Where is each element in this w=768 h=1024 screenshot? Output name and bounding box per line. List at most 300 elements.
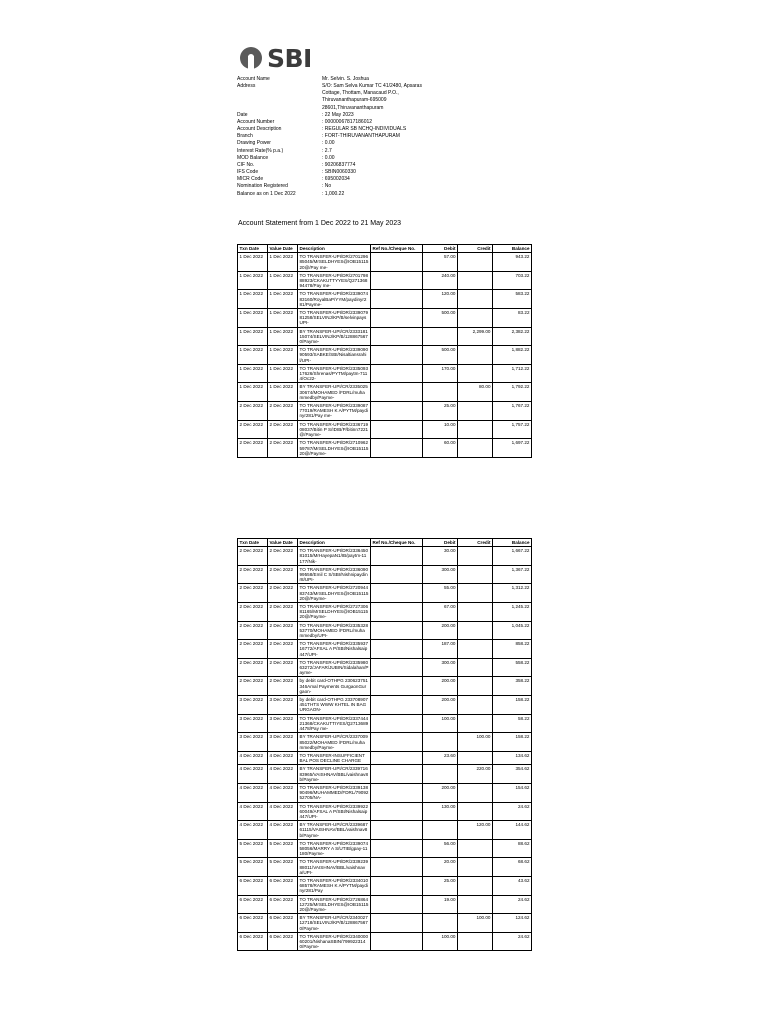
account-info-label: Account Description	[237, 126, 282, 133]
table-row	[238, 309, 532, 328]
account-info-value: Mr. Selvin. S. Joshua	[322, 76, 369, 82]
cell-balance: 1,767.22	[493, 402, 532, 421]
cell-description: TO TRANSFER-INSUFFICIENT BAL POS DECLINE CHARGE	[298, 751, 371, 764]
cell-description: TO TRANSFER-UPI/DR/233909090593/SABKE/SBI/Nisaltiansrahil/UPI-	[298, 346, 371, 365]
cell-credit: 2,299.00	[458, 327, 493, 346]
cell-description: TO TRANSFER-UPI/DR/233671908037/Bitin P S/IDIB/P/bitinn7221@/Payme-	[298, 420, 371, 439]
account-info-label: Branch	[237, 133, 253, 140]
cell-txn-date: 4 Dec 2022	[238, 783, 268, 802]
cell-value-date: 6 Dec 2022	[268, 895, 298, 914]
cell-txn-date: 2 Dec 2022	[238, 402, 268, 421]
table-row	[238, 383, 532, 402]
cell-description: BY TRANSFER-UPI/CR/233318115074/SELVINJ/KP/B/1288675670/Payme-	[298, 327, 371, 346]
cell-debit	[423, 327, 458, 346]
cell-credit	[458, 346, 493, 365]
cell-description: TO TRANSFER-UPI/DR/233593716772/AFSAL A P/SBI/Nishalsaip447/UPI-	[298, 640, 371, 659]
cell-txn-date: 6 Dec 2022	[238, 914, 268, 933]
cell-debit	[423, 914, 458, 933]
cell-description: TO TRANSFER-UPI/DR/272730681165/MrSELDHYES@IOB1511520@/Payme-	[298, 603, 371, 622]
cell-debit: 200.00	[423, 696, 458, 715]
cell-value-date: 2 Dec 2022	[268, 603, 298, 622]
cell-credit	[458, 714, 493, 733]
cell-description: TO TRANSFER-UPI/DR/271096259787/MrSELDHYES@IOB1511520@/Payme-	[298, 439, 371, 458]
cell-ref-no	[371, 876, 423, 895]
cell-description: TO TRANSFER-UPI/DR/233923988011/VAISHNAV/BBL/vaishnava/UPI-	[298, 858, 371, 877]
account-info-label: Nomination Registered	[237, 183, 288, 190]
cell-debit: 300.00	[423, 565, 458, 584]
cell-description: TO TRANSFER-UPI/DR/233744421368/CKAKUTTIYES/Q27136894478/Pay me-	[298, 714, 371, 733]
account-info-value: : 22 May 2023	[322, 111, 354, 118]
cell-balance: 1,792.22	[493, 383, 532, 402]
account-info-label: Account Number	[237, 118, 275, 125]
cell-credit	[458, 858, 493, 877]
cell-credit	[458, 839, 493, 858]
table-row	[238, 783, 532, 802]
cell-balance: 68.62	[493, 858, 532, 877]
cell-debit	[423, 733, 458, 752]
cell-description: BY TRANSFER-UPI/CR/234002712718/SELVINJ/KP/B/1288675670/Payme-	[298, 914, 371, 933]
cell-description: TO TRANSFER-UPI/DR/233532853770/MOHAMED /FDRL/muhammedby/UPI-	[298, 621, 371, 640]
cell-value-date: 6 Dec 2022	[268, 876, 298, 895]
cell-value-date: 1 Dec 2022	[268, 271, 298, 290]
cell-description: BY TRANSFER-UPI/CR/233968761115/VAISHNAV/BBL/vaishnav8b/Payme-	[298, 821, 371, 840]
column-header-txn-date: Txn Date	[238, 245, 268, 253]
cell-credit	[458, 402, 493, 421]
cell-ref-no	[371, 253, 423, 272]
cell-debit: 200.00	[423, 783, 458, 802]
cell-value-date: 4 Dec 2022	[268, 751, 298, 764]
cell-credit	[458, 658, 493, 677]
cell-value-date: 2 Dec 2022	[268, 402, 298, 421]
cell-credit	[458, 677, 493, 696]
cell-debit: 120.00	[423, 290, 458, 309]
brand-name: SBI	[267, 43, 312, 73]
cell-balance: 1,367.22	[493, 565, 532, 584]
column-header-debit: Debit	[423, 539, 458, 547]
cell-txn-date: 3 Dec 2022	[238, 733, 268, 752]
table-row	[238, 677, 532, 696]
table-row	[238, 914, 532, 933]
table-row	[238, 271, 532, 290]
cell-txn-date: 1 Dec 2022	[238, 364, 268, 383]
cell-ref-no	[371, 402, 423, 421]
cell-credit: 100.00	[458, 733, 493, 752]
column-header-balance: Balance	[493, 539, 532, 547]
table-row	[238, 696, 532, 715]
column-header-txn-date: Txn Date	[238, 539, 268, 547]
account-info-row	[237, 176, 537, 183]
table-row	[238, 751, 532, 764]
cell-value-date: 3 Dec 2022	[268, 733, 298, 752]
cell-ref-no	[371, 932, 423, 951]
account-info-row	[237, 169, 537, 176]
cell-value-date: 2 Dec 2022	[268, 565, 298, 584]
cell-ref-no	[371, 420, 423, 439]
cell-credit	[458, 309, 493, 328]
table-row	[238, 364, 532, 383]
cell-description: TO TRANSFER-UPI/DR/233401068578/RAMESH K A/PYTM/paydinyr281/Pay	[298, 876, 371, 895]
cell-value-date: 2 Dec 2022	[268, 658, 298, 677]
cell-balance: 558.22	[493, 658, 532, 677]
cell-debit: 55.00	[423, 584, 458, 603]
cell-txn-date: 1 Dec 2022	[238, 271, 268, 290]
account-info-row	[237, 191, 537, 198]
account-info-row	[237, 162, 537, 169]
cell-debit	[423, 383, 458, 402]
cell-txn-date: 5 Dec 2022	[238, 839, 268, 858]
cell-credit: 80.00	[458, 383, 493, 402]
column-header-credit: Credit	[458, 539, 493, 547]
cell-credit	[458, 696, 493, 715]
table-row	[238, 547, 532, 566]
column-header-ref-no: Ref No./Cheque No.	[371, 245, 423, 253]
column-header-value-date: Value Date	[268, 539, 298, 547]
account-info-label: IFS Code	[237, 169, 259, 176]
column-header-value-date: Value Date	[268, 245, 298, 253]
table-row	[238, 327, 532, 346]
cell-balance: 124.62	[493, 914, 532, 933]
cell-debit: 130.00	[423, 802, 458, 821]
cell-balance: 1,045.22	[493, 621, 532, 640]
cell-credit: 120.00	[458, 821, 493, 840]
cell-txn-date: 4 Dec 2022	[238, 821, 268, 840]
table-row	[238, 821, 532, 840]
table-row	[238, 714, 532, 733]
cell-ref-no	[371, 821, 423, 840]
cell-debit: 300.00	[423, 658, 458, 677]
cell-balance: 43.62	[493, 876, 532, 895]
cell-value-date: 4 Dec 2022	[268, 821, 298, 840]
table-row	[238, 290, 532, 309]
cell-ref-no	[371, 858, 423, 877]
cell-txn-date: 2 Dec 2022	[238, 640, 268, 659]
cell-txn-date: 1 Dec 2022	[238, 290, 268, 309]
table-row	[238, 640, 532, 659]
cell-txn-date: 6 Dec 2022	[238, 932, 268, 951]
account-info-label: Account Name	[237, 76, 270, 82]
cell-balance: 858.22	[493, 640, 532, 659]
account-info-value: : No	[322, 183, 332, 190]
cell-value-date: 5 Dec 2022	[268, 839, 298, 858]
table-row	[238, 584, 532, 603]
table-row	[238, 895, 532, 914]
account-info-row	[237, 76, 537, 83]
transactions-table-page-2	[237, 538, 532, 951]
table-row	[238, 733, 532, 752]
cell-debit: 23.60	[423, 751, 458, 764]
cell-debit: 57.00	[423, 253, 458, 272]
cell-description: TO TRANSFER-UPI/DR/233509317626/Shrenas/PYTM/paytm-7114/Oc22-	[298, 364, 371, 383]
cell-txn-date: 1 Dec 2022	[238, 346, 268, 365]
cell-balance: 24.62	[493, 932, 532, 951]
column-header-balance: Balance	[493, 245, 532, 253]
cell-balance: 1,712.22	[493, 364, 532, 383]
account-info-label: Interest Rate(% p.a.)	[237, 147, 284, 154]
account-info-label: Date	[237, 111, 248, 118]
cell-txn-date: 2 Dec 2022	[238, 658, 268, 677]
cell-ref-no	[371, 364, 423, 383]
cell-balance: 134.62	[493, 751, 532, 764]
cell-debit: 500.00	[423, 346, 458, 365]
account-info-value: : FORT-THIRUVANANTHAPURAM	[322, 133, 400, 140]
cell-description: BY TRANSFER-UPI/CR/233502530674/MOHAMED /FDRL/muhammedby/Payme-	[298, 383, 371, 402]
cell-ref-no	[371, 765, 423, 784]
table-row	[238, 858, 532, 877]
cell-ref-no	[371, 802, 423, 821]
cell-balance: 1,667.22	[493, 547, 532, 566]
account-info-value: : REGULAR SB NCHQ-INDIVIDUALS	[322, 126, 407, 133]
cell-balance: 703.22	[493, 271, 532, 290]
cell-debit: 67.00	[423, 603, 458, 622]
cell-txn-date: 2 Dec 2022	[238, 420, 268, 439]
cell-credit	[458, 420, 493, 439]
cell-txn-date: 2 Dec 2022	[238, 584, 268, 603]
cell-ref-no	[371, 677, 423, 696]
cell-description: TO TRANSFER-UPI/DR/233907483160/RoyalBaP/YYM/paydinyr281/Payme-	[298, 290, 371, 309]
cell-value-date: 3 Dec 2022	[268, 696, 298, 715]
cell-ref-no	[371, 346, 423, 365]
cell-ref-no	[371, 914, 423, 933]
cell-value-date: 1 Dec 2022	[268, 346, 298, 365]
cell-value-date: 2 Dec 2022	[268, 584, 298, 603]
column-header-credit: Credit	[458, 245, 493, 253]
table-row	[238, 420, 532, 439]
cell-description: TO TRANSFER-UPI/DR/270179888923/CKAKUTTYYES/Q27136894478/Pay me-	[298, 271, 371, 290]
sbi-logo	[240, 44, 312, 72]
cell-balance: 1,245.22	[493, 603, 532, 622]
account-info-label: MICR Code	[237, 176, 264, 183]
cell-txn-date: 1 Dec 2022	[238, 253, 268, 272]
cell-balance: 158.22	[493, 733, 532, 752]
cell-description: TO TRANSFER-UPI/DR/233908777019/RAMESH K A/PYTM/paydinyr281/Pay me-	[298, 402, 371, 421]
cell-value-date: 6 Dec 2022	[268, 914, 298, 933]
cell-debit: 200.00	[423, 677, 458, 696]
account-info-value: : 90206837774	[322, 161, 356, 168]
cell-ref-no	[371, 383, 423, 402]
table-row	[238, 876, 532, 895]
account-info-row	[237, 155, 537, 162]
cell-txn-date: 4 Dec 2022	[238, 751, 268, 764]
account-info-value: : 00000067817186012	[322, 118, 373, 125]
cell-credit	[458, 253, 493, 272]
cell-value-date: 2 Dec 2022	[268, 439, 298, 458]
cell-debit: 25.00	[423, 876, 458, 895]
account-info-row	[237, 183, 537, 190]
account-info-row	[237, 83, 537, 112]
cell-debit: 10.00	[423, 420, 458, 439]
cell-value-date: 4 Dec 2022	[268, 765, 298, 784]
cell-value-date: 6 Dec 2022	[268, 932, 298, 951]
account-info-label: Drawing Power	[237, 140, 271, 147]
table-row	[238, 603, 532, 622]
cell-value-date: 5 Dec 2022	[268, 858, 298, 877]
transactions-table-page-1	[237, 244, 532, 458]
cell-debit: 30.00	[423, 547, 458, 566]
cell-description: BY TRANSFER-UPI/CR/233971683965/VAISHNAV/BBL/vaishnav8b/Payme-	[298, 765, 371, 784]
cell-credit	[458, 895, 493, 914]
cell-credit	[458, 271, 493, 290]
cell-ref-no	[371, 565, 423, 584]
cell-debit: 100.00	[423, 932, 458, 951]
cell-credit	[458, 802, 493, 821]
cell-txn-date: 2 Dec 2022	[238, 621, 268, 640]
column-header-ref-no: Ref No./Cheque No.	[371, 539, 423, 547]
cell-txn-date: 3 Dec 2022	[238, 696, 268, 715]
cell-debit: 240.00	[423, 271, 458, 290]
cell-value-date: 4 Dec 2022	[268, 802, 298, 821]
table-header-row	[238, 245, 532, 253]
cell-debit: 170.00	[423, 364, 458, 383]
account-info-value: S/O: Sam Selva Kumar TC 41/2480, Apsaras Cottage, Thottam, Manacaud P.O., Thiruvananthapuram-695009 28601,Thiruvananthapuram	[322, 83, 422, 111]
cell-description: TO TRANSFER-UPI/DR/233907458056/MARRY A S/UTIB/gpay-11180/Payme-	[298, 839, 371, 858]
table-row	[238, 932, 532, 951]
statement-title: Account Statement from 1 Dec 2022 to 21 May 2023	[238, 220, 402, 227]
cell-credit	[458, 640, 493, 659]
cell-value-date: 1 Dec 2022	[268, 290, 298, 309]
cell-debit: 25.00	[423, 402, 458, 421]
cell-credit	[458, 751, 493, 764]
cell-balance: 158.22	[493, 696, 532, 715]
cell-txn-date: 4 Dec 2022	[238, 765, 268, 784]
cell-ref-no	[371, 621, 423, 640]
column-header-debit: Debit	[423, 245, 458, 253]
cell-balance: 83.22	[493, 309, 532, 328]
cell-debit: 200.00	[423, 621, 458, 640]
cell-balance: 1,697.22	[493, 439, 532, 458]
table-header-row	[238, 539, 532, 547]
cell-description: TO TRANSFER-UPI/DR/272686412725/MrSELDHYES@IOB1511520@/Payme-	[298, 895, 371, 914]
cell-debit: 60.00	[423, 439, 458, 458]
cell-balance: 1,882.22	[493, 346, 532, 365]
cell-txn-date: 2 Dec 2022	[238, 677, 268, 696]
cell-credit	[458, 584, 493, 603]
cell-txn-date: 1 Dec 2022	[238, 309, 268, 328]
cell-description: TO TRANSFER-UPI/DR/270129685045/MrSELDHYES@IOB1511520@/Pay me-	[298, 253, 371, 272]
cell-debit: 500.00	[423, 309, 458, 328]
cell-balance: 354.62	[493, 765, 532, 784]
cell-credit	[458, 621, 493, 640]
cell-txn-date: 6 Dec 2022	[238, 895, 268, 914]
cell-credit	[458, 603, 493, 622]
cell-balance: 154.62	[493, 783, 532, 802]
cell-txn-date: 2 Dec 2022	[238, 565, 268, 584]
table-row	[238, 253, 532, 272]
table-row	[238, 765, 532, 784]
cell-balance: 144.62	[493, 821, 532, 840]
cell-ref-no	[371, 658, 423, 677]
cell-ref-no	[371, 439, 423, 458]
cell-description: TO TRANSFER-UPI/DR/233913890496/MUHAMMED/FDRL/7909252705/NA-	[298, 783, 371, 802]
table-row	[238, 658, 532, 677]
cell-value-date: 1 Dec 2022	[268, 309, 298, 328]
account-info-label: CIF No.	[237, 161, 255, 168]
account-info-row	[237, 148, 537, 155]
cell-balance: 2,382.22	[493, 327, 532, 346]
cell-txn-date: 1 Dec 2022	[238, 383, 268, 402]
account-info-value: : 2.7	[322, 147, 332, 154]
table-row	[238, 802, 532, 821]
account-info-row	[237, 133, 537, 140]
column-header-description: Description	[298, 245, 371, 253]
cell-balance: 583.22	[493, 290, 532, 309]
table-row	[238, 565, 532, 584]
cell-txn-date: 4 Dec 2022	[238, 802, 268, 821]
cell-txn-date: 3 Dec 2022	[238, 714, 268, 733]
cell-value-date: 1 Dec 2022	[268, 253, 298, 272]
cell-txn-date: 2 Dec 2022	[238, 439, 268, 458]
cell-description: by debit card-OTHPG 230623751346Amal Payments GurgaonGurgaon-	[298, 677, 371, 696]
cell-value-date: 2 Dec 2022	[268, 621, 298, 640]
cell-credit	[458, 547, 493, 566]
cell-ref-no	[371, 271, 423, 290]
cell-ref-no	[371, 839, 423, 858]
cell-ref-no	[371, 640, 423, 659]
cell-value-date: 2 Dec 2022	[268, 420, 298, 439]
cell-balance: 358.22	[493, 677, 532, 696]
account-info-value: : 695002034	[322, 176, 350, 183]
cell-balance: 24.62	[493, 895, 532, 914]
cell-debit	[423, 765, 458, 784]
cell-balance: 943.22	[493, 253, 532, 272]
table-row	[238, 839, 532, 858]
cell-ref-no	[371, 714, 423, 733]
cell-balance: 1,757.22	[493, 420, 532, 439]
cell-description: TO TRANSFER-UPI/DR/233598063272/JAFAR/JUBIN/Sidalahan/Payme-	[298, 658, 371, 677]
cell-credit	[458, 290, 493, 309]
cell-ref-no	[371, 309, 423, 328]
cell-balance: 88.62	[493, 839, 532, 858]
cell-ref-no	[371, 547, 423, 566]
cell-description: TO TRANSFER-UPI/DR/234000060201/NishanaSBIN/7999223140/Payme-	[298, 932, 371, 951]
cell-credit	[458, 439, 493, 458]
account-info-label: MOD Balance	[237, 154, 269, 161]
cell-description: TO TRANSFER-UPI/DR/233907981258/SELVINJ/KP/B/selvinpaysUPI-	[298, 309, 371, 328]
cell-credit	[458, 364, 493, 383]
cell-txn-date: 2 Dec 2022	[238, 603, 268, 622]
table-row	[238, 621, 532, 640]
cell-debit: 56.00	[423, 839, 458, 858]
cell-txn-date: 6 Dec 2022	[238, 876, 268, 895]
cell-credit: 220.00	[458, 765, 493, 784]
account-details	[237, 76, 537, 198]
account-info-label: Address	[237, 83, 256, 90]
cell-description: TO TRANSFER-UPI/DR/272094483743/MrSELDHYES@IOB1511520@/Payme-	[298, 584, 371, 603]
cell-balance: 24.62	[493, 802, 532, 821]
table-row	[238, 346, 532, 365]
cell-ref-no	[371, 895, 423, 914]
cell-value-date: 2 Dec 2022	[268, 547, 298, 566]
cell-txn-date: 2 Dec 2022	[238, 547, 268, 566]
cell-txn-date: 5 Dec 2022	[238, 858, 268, 877]
cell-description: by debit card-OTHPG 233708907451THTS WWW KHTEL IN BAGURGAON-	[298, 696, 371, 715]
table-row	[238, 402, 532, 421]
account-info-value: : 0.00	[322, 140, 335, 147]
cell-value-date: 2 Dec 2022	[268, 677, 298, 696]
cell-description: TO TRANSFER-UPI/DR/233645081015/MrHayepaN1/IB/paytm-11177/Nik-	[298, 547, 371, 566]
account-info-value: : 1,000.22	[322, 190, 345, 197]
cell-credit	[458, 783, 493, 802]
account-info-value: : SBIN0060330	[322, 169, 356, 176]
cell-value-date: 1 Dec 2022	[268, 364, 298, 383]
cell-credit	[458, 876, 493, 895]
cell-value-date: 1 Dec 2022	[268, 327, 298, 346]
cell-balance: 58.22	[493, 714, 532, 733]
table-row	[238, 439, 532, 458]
cell-description: TO TRANSFER-UPI/DR/233609099558/Emil C S/SBI/Nishnipaydinr8/UPI-	[298, 565, 371, 584]
cell-description: TO TRANSFER-UPI/DR/233992260049/AFSAL A P/SBI/Nishalsaip447/UPI-	[298, 802, 371, 821]
cell-credit: 100.00	[458, 914, 493, 933]
account-info-row	[237, 119, 537, 126]
